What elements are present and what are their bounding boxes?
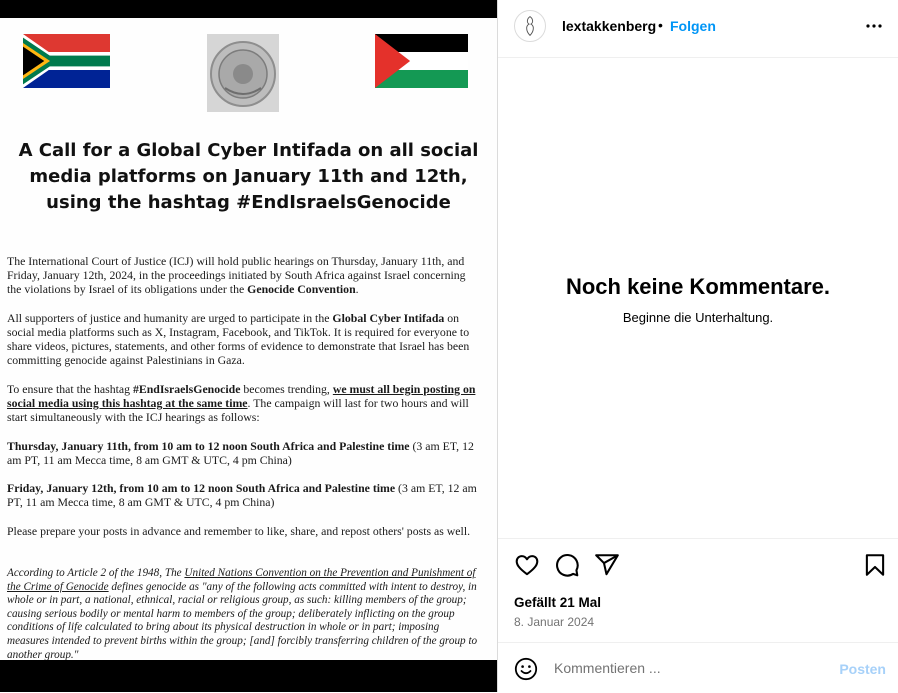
south-africa-flag [23,34,110,88]
post-comment-button[interactable]: Posten [839,661,886,677]
flyer-paragraph-prepare: Please prepare your posts in advance and remember to like, share, and repost others' posts as well. [7,524,471,538]
follow-button[interactable]: Folgen [670,18,716,34]
flyer [0,18,497,660]
comment-icon[interactable] [554,552,580,578]
emoji-icon[interactable] [514,657,538,681]
action-bar [498,538,898,593]
comment-bar [498,642,898,693]
flyer-paragraph-thursday: Thursday, January 11th, from 10 am to 12 noon South Africa and Palestine time (3 am ET, 12 am PT, 11 am Mecca time, 8 am GMT & UTC, 4 pm China) [7,439,474,467]
post-date[interactable]: 8. Januar 2024 [514,615,595,629]
flyer-paragraph-icj: The International Court of Justice (ICJ) will hold public hearings on Thursday, January 11th, and Friday, January 12th, 2024, in the proceedings initiated by South Africa against Israel concerning the violations by Israel of its obligations under the Genocide Convention. [7,254,466,296]
no-comments-title: Noch keine Kommentare. [565,274,831,299]
likes-count[interactable]: Gefällt 21 Mal [514,595,602,610]
flyer-paragraph-supporters: All supporters of justice and humanity are urged to participate in the Global Cyber Intifada on social media platforms such as X, Instagram, Facebook, and TikTok. It is required for everyone to share videos, pictures, statements, and other forms of evidence to demonstrate that Israel has been committing genocide against Palestinians in Gaza. [7,311,470,367]
more-horizontal-icon[interactable] [864,16,884,36]
separator-dot: • [658,17,663,33]
no-comments-subtitle: Beginne die Unterhaltung. [622,310,774,325]
heart-icon[interactable] [514,552,540,578]
flyer-title: A Call for a Global Cyber Intifada on all social media platforms on January 11th and 12th, using the hashtag #EndIsraelsGenocide [18,140,479,213]
username-link[interactable]: lextakkenberg [562,18,657,34]
icj-seal [207,34,279,112]
flyer-paragraph-article: According to Article 2 of the 1948, The United Nations Convention on the Prevention and Punishment of the Crime of Genocide defines genocide as "any of the following acts committed with intent to destroy, in whole or in part, a national, ethnical, racial or religious group, as such: killing members of the group; causing serious bodily or mental harm to members of the group; deliberately inflicting on the group conditions of life calculated to bring about its physical destruction in whole or in part; imposing measures intended to prevent births within the group; [and] forcibly transferring children of the group to another group." [7,567,478,660]
flyer-paragraph-friday: Friday, January 12th, from 10 am to 12 noon South Africa and Palestine time (3 am ET, 12 am PT, 11 am Mecca time, 8 am GMT & UTC, 4 pm China) [7,481,477,509]
post-sidebar [497,0,898,692]
post-header [498,0,898,58]
flyer-paragraph-hashtag: To ensure that the hashtag #EndIsraelsGenocide becomes trending, we must all begin posting on social media using this hashtag at the same time. The campaign will last for two hours and will start simultaneously with the ICJ hearings as follows: [7,382,476,424]
comment-input[interactable] [554,655,814,681]
palestine-flag [375,34,468,88]
avatar[interactable] [514,10,546,42]
share-icon[interactable] [594,552,620,578]
bookmark-icon[interactable] [862,552,888,578]
